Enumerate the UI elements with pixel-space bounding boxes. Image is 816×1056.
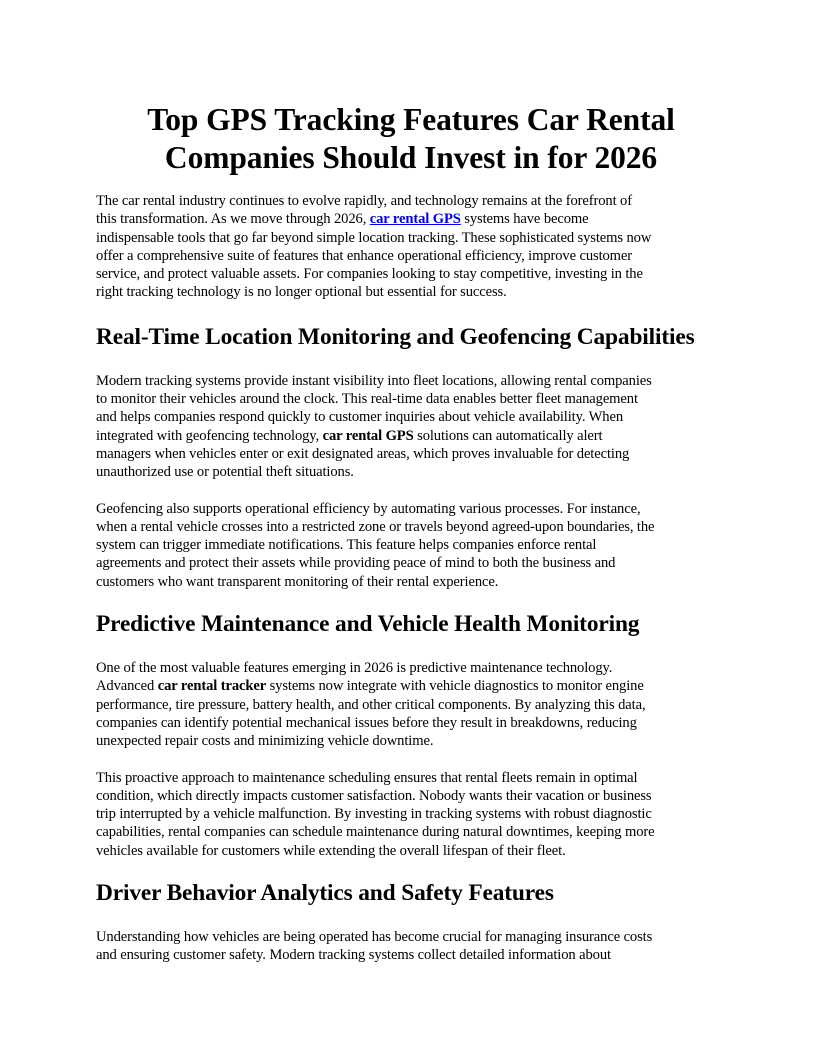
text-line: [96, 210, 726, 228]
text-line: customers who want transparent monitoring of their rental experience.: [96, 573, 499, 590]
text-line: indispensable tools that go far beyond simple location tracking. These sophisticated systems now: [96, 229, 652, 246]
article-body: [96, 101, 726, 965]
text-line: One of the most valuable features emerging in 2026 is predictive maintenance technology.: [96, 660, 613, 677]
text-line: offer a comprehensive suite of features that enhance operational efficiency, improve customer: [96, 247, 633, 264]
driver-paragraph-1: [96, 928, 726, 965]
text-line: [96, 427, 726, 445]
section-heading-driver-behavior: Driver Behavior Analytics and Safety Features: [96, 880, 554, 907]
text-line: right tracking technology is no longer optional but essential for success.: [96, 284, 507, 301]
text-line: and helps companies respond quickly to customer inquiries about vehicle availability. When: [96, 409, 624, 426]
text-line: Modern tracking systems provide instant visibility into fleet locations, allowing rental companies: [96, 372, 652, 389]
maintenance-paragraph-2: [96, 769, 726, 860]
text-line: trip interrupted by a vehicle malfunction. By investing in tracking systems with robust diagnostic: [96, 806, 652, 823]
text-line: [96, 677, 726, 695]
car-rental-gps-link[interactable]: car rental GPS: [369, 211, 461, 228]
text-segment: solutions can automatically alert: [413, 427, 603, 444]
text-line: Geofencing also supports operational efficiency by automating various processes. For instance,: [96, 500, 641, 517]
text-line: condition, which directly impacts customer satisfaction. Nobody wants their vacation or business: [96, 787, 652, 804]
text-line: system can trigger immediate notifications. This feature helps companies enforce rental: [96, 537, 597, 554]
text-line: to monitor their vehicles around the clock. This real-time data enables better fleet management: [96, 391, 638, 408]
text-line: unexpected repair costs and minimizing vehicle downtime.: [96, 733, 434, 750]
text-line: service, and protect valuable assets. For companies looking to stay competitive, investing in the: [96, 266, 643, 283]
text-segment: integrated with geofencing technology,: [96, 427, 323, 444]
text-line: The car rental industry continues to evolve rapidly, and technology remains at the forefront of: [96, 193, 632, 209]
text-line: performance, tire pressure, battery health, and other critical components. By analyzing this data,: [96, 696, 646, 713]
title-line: Top GPS Tracking Features Car Rental: [147, 102, 675, 137]
geofencing-paragraph-2: [96, 500, 726, 591]
section-heading-geofencing: Real-Time Location Monitoring and Geofencing Capabilities: [96, 323, 695, 350]
text-line: agreements and protect their assets while providing peace of mind to both the business and: [96, 555, 616, 572]
geofencing-paragraph-1: [96, 372, 726, 482]
text-segment: Advanced: [96, 678, 158, 695]
text-line: This proactive approach to maintenance scheduling ensures that rental fleets remain in optimal: [96, 769, 638, 786]
text-line: capabilities, rental companies can schedule maintenance during natural downtimes, keeping more: [96, 824, 655, 841]
bold-keyword: car rental tracker: [157, 678, 267, 695]
text-line: Understanding how vehicles are being operated has become crucial for managing insurance costs: [96, 929, 653, 946]
text-line: and ensuring customer safety. Modern tracking systems collect detailed information about: [96, 947, 611, 964]
text-segment: systems now integrate with vehicle diagnostics to monitor engine: [266, 678, 644, 695]
text-segment: systems have become: [460, 211, 589, 228]
text-line: unauthorized use or potential theft situations.: [96, 464, 354, 481]
text-segment: this transformation. As we move through 2026,: [96, 211, 370, 228]
text-line: when a rental vehicle crosses into a restricted zone or travels beyond agreed-upon boundaries, the: [96, 518, 655, 535]
maintenance-paragraph-1: [96, 659, 726, 750]
text-line: companies can identify potential mechanical issues before they result in breakdowns, reducing: [96, 714, 637, 731]
page-title: [96, 101, 726, 177]
title-line: Companies Should Invest in for 2026: [164, 140, 658, 175]
section-heading-maintenance: Predictive Maintenance and Vehicle Health Monitoring: [96, 611, 640, 638]
bold-keyword: car rental GPS: [322, 427, 414, 444]
intro-paragraph: [96, 192, 726, 302]
text-line: vehicles available for customers while extending the overall lifespan of their fleet.: [96, 842, 566, 859]
text-line: managers when vehicles enter or exit designated areas, which proves invaluable for detecting: [96, 445, 630, 462]
